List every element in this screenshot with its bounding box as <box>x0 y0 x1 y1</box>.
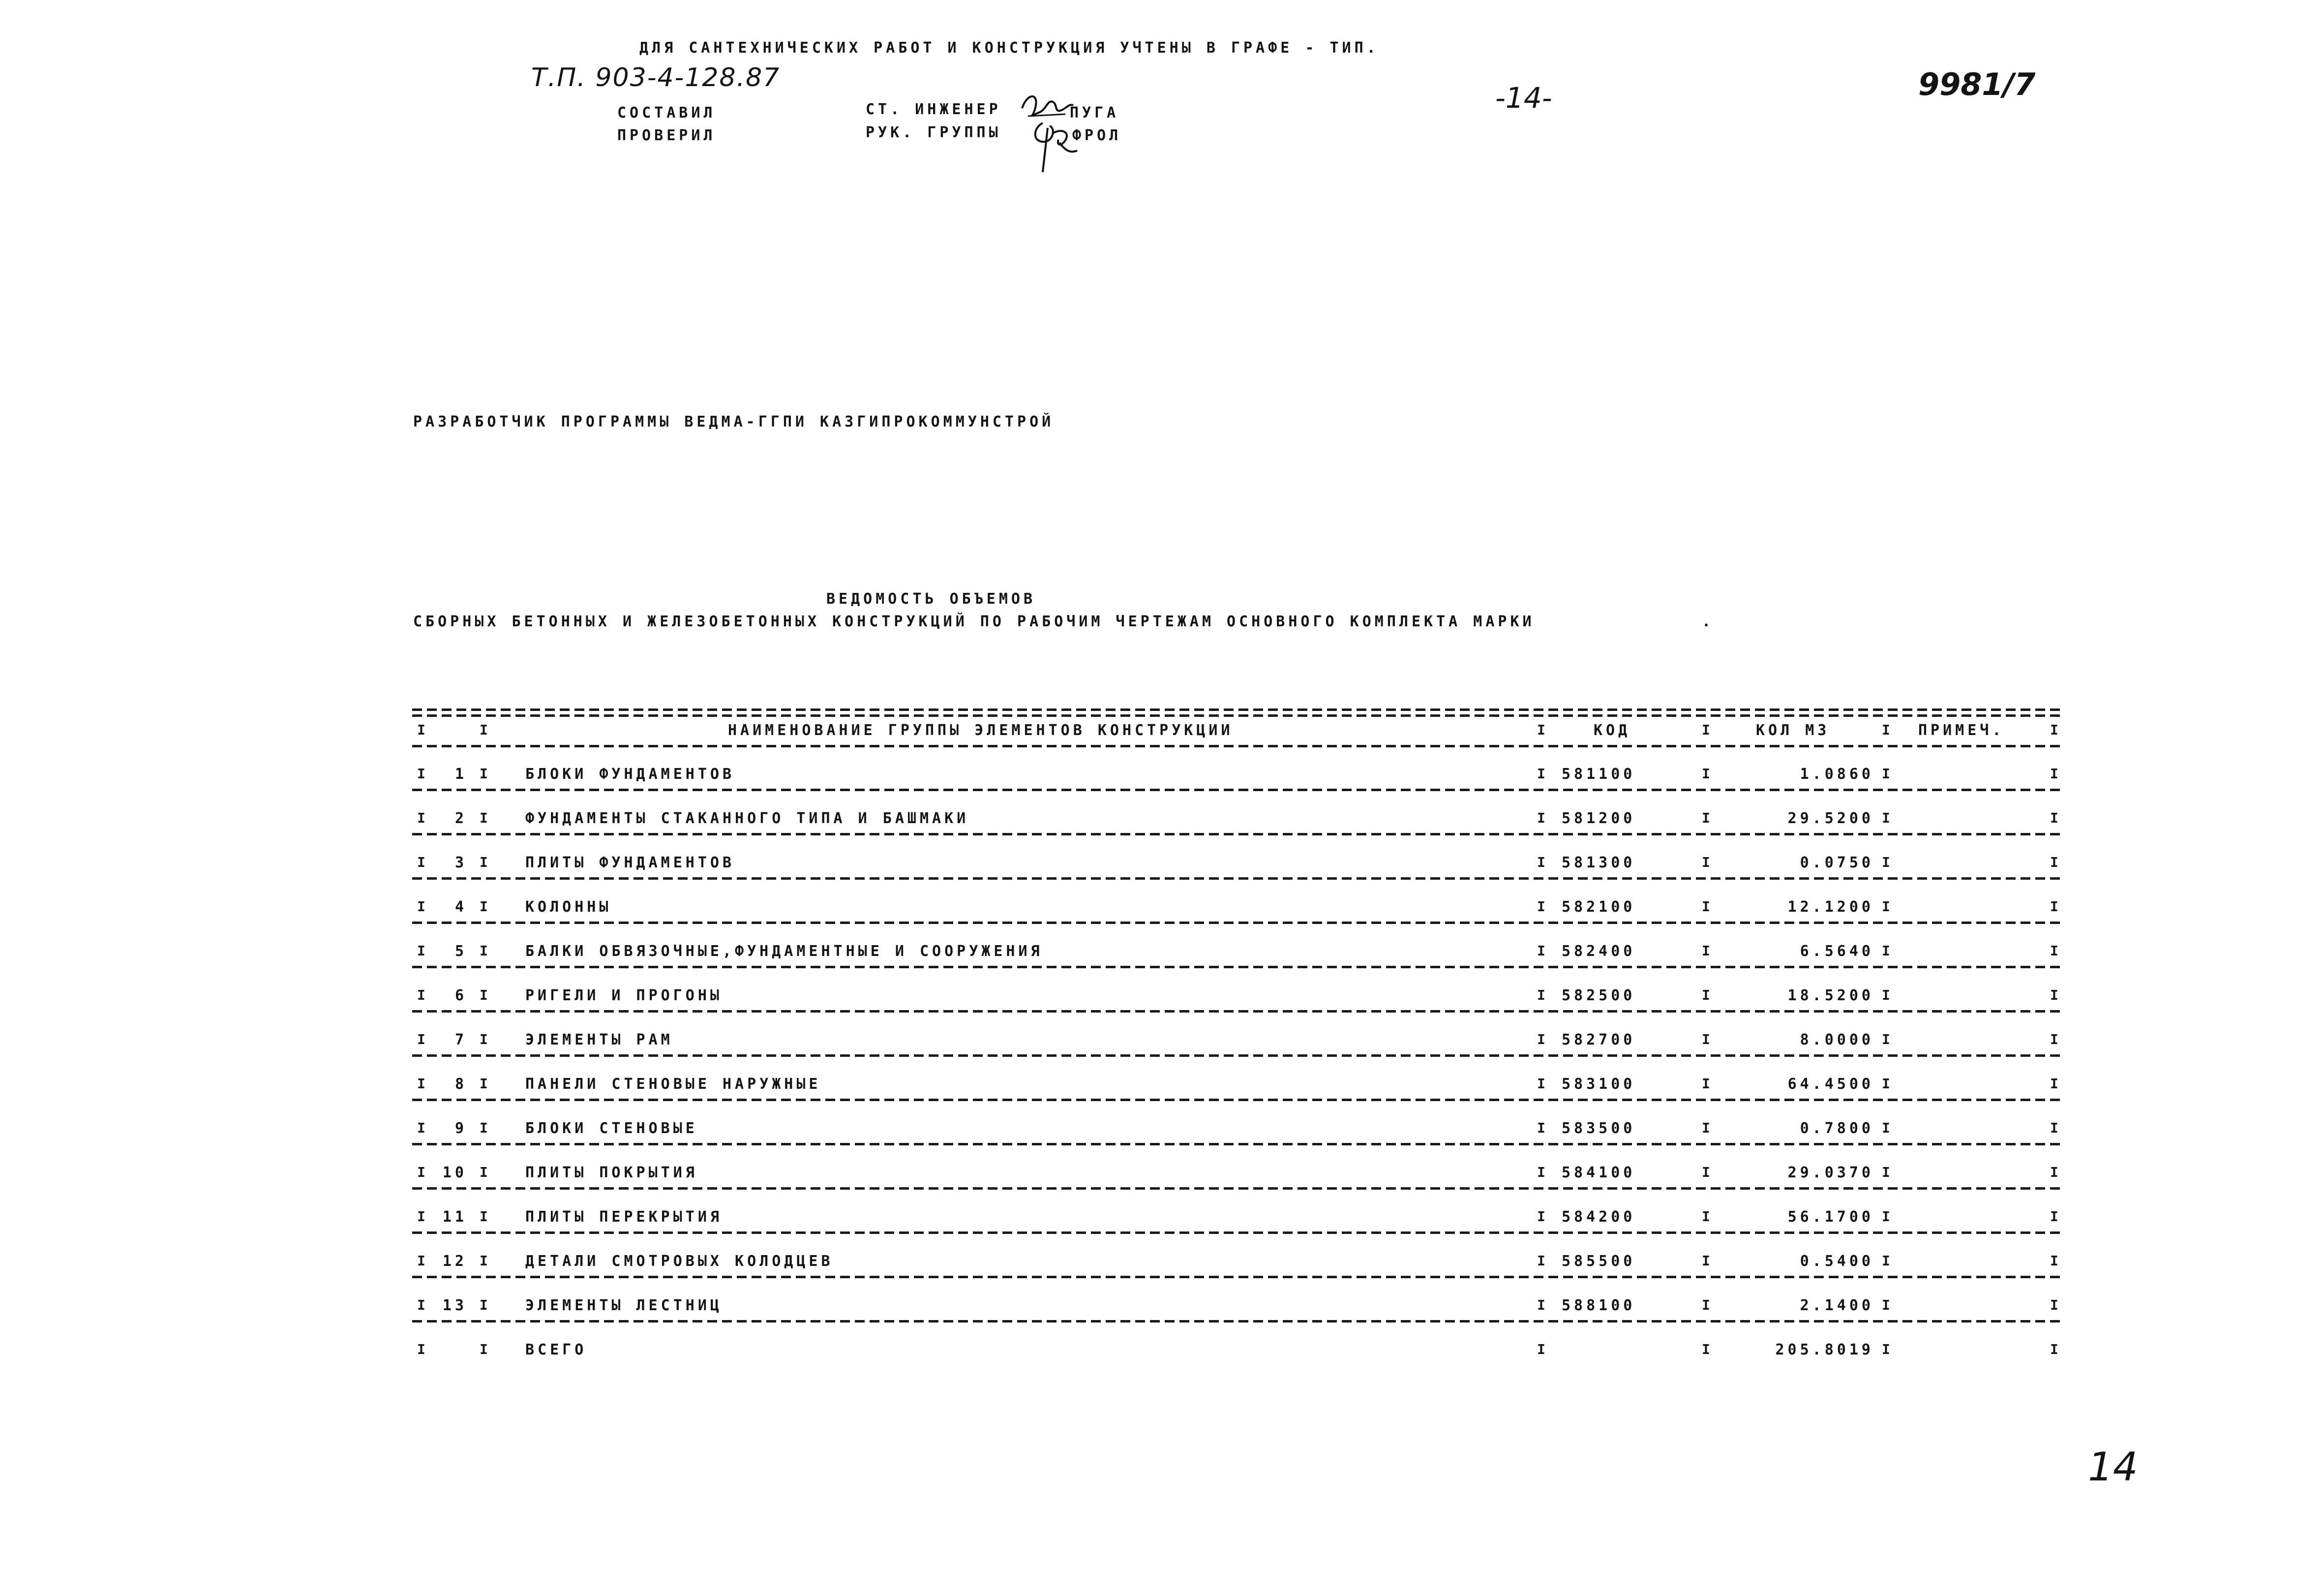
row-code: 583500 <box>1562 1120 1636 1137</box>
col-separator: I <box>417 987 429 1003</box>
table-border <box>412 708 2065 711</box>
row-name: БАЛКИ ОБВЯЗОЧНЫЕ,ФУНДАМЕНТНЫЕ И СООРУЖЕНИЯ <box>525 943 1043 960</box>
col-separator: I <box>1702 1120 1714 1136</box>
row-volume: 1.0860 <box>1800 766 1874 783</box>
row-number: 10 <box>442 1164 467 1181</box>
col-separator: I <box>1702 722 1714 738</box>
col-separator: I <box>480 1031 491 1047</box>
col-separator: I <box>417 810 429 826</box>
row-code: 581200 <box>1562 810 1636 827</box>
col-separator: I <box>1537 1031 1549 1047</box>
row-code: 585500 <box>1562 1253 1636 1270</box>
row-volume: 12.1200 <box>1787 898 1874 916</box>
row-volume: 2.1400 <box>1800 1297 1874 1314</box>
col-separator: I <box>1702 1341 1714 1357</box>
col-separator: I <box>1882 1341 1894 1357</box>
col-separator: I <box>417 1120 429 1136</box>
col-separator: I <box>2050 943 2062 959</box>
col-separator: I <box>1537 1297 1549 1313</box>
row-divider <box>412 745 2065 747</box>
row-number: 2 <box>454 810 467 827</box>
row-divider <box>412 1010 2065 1013</box>
row-code: 581300 <box>1562 854 1636 871</box>
row-name: ПЛИТЫ ПОКРЫТИЯ <box>525 1164 698 1181</box>
col-separator: I <box>2050 810 2062 826</box>
row-number: 1 <box>454 766 467 783</box>
row-volume: 29.5200 <box>1787 810 1874 827</box>
col-separator: I <box>2050 722 2062 738</box>
col-separator: I <box>1702 943 1714 959</box>
col-separator: I <box>1537 854 1549 870</box>
col-separator: I <box>480 810 491 826</box>
developer-line: РАЗРАБОТЧИК ПРОГРАММЫ ВЕДМА-ГГПИ КАЗГИПРОКОММУНСТРОЙ <box>413 413 1055 431</box>
col-separator: I <box>2050 1297 2062 1313</box>
col-separator: I <box>417 722 429 738</box>
row-number: 4 <box>454 898 467 916</box>
col-separator: I <box>1537 1164 1549 1180</box>
row-divider <box>412 1276 2065 1278</box>
col-separator: I <box>417 854 429 870</box>
row-number: 11 <box>442 1208 467 1226</box>
row-divider <box>412 877 2065 880</box>
header-code: КОД <box>1594 722 1631 739</box>
row-divider <box>412 833 2065 835</box>
document-code: Т.П. 903-4-128.87 <box>531 63 781 92</box>
col-separator: I <box>1882 1076 1894 1092</box>
row-code: 582700 <box>1562 1031 1636 1048</box>
row-divider <box>412 922 2065 924</box>
col-separator: I <box>1882 1164 1894 1180</box>
col-separator: I <box>1702 1297 1714 1313</box>
col-separator: I <box>1537 766 1549 782</box>
row-name: ДЕТАЛИ СМОТРОВЫХ КОЛОДЦЕВ <box>525 1253 834 1270</box>
checked-label: ПРОВЕРИЛ <box>617 127 716 144</box>
col-separator: I <box>1537 943 1549 959</box>
col-separator: I <box>1702 987 1714 1003</box>
col-separator: I <box>2050 1341 2062 1357</box>
row-volume: 18.5200 <box>1787 987 1874 1004</box>
checked-name: ФРОЛ <box>1072 127 1122 144</box>
col-separator: I <box>1702 1208 1714 1225</box>
col-separator: I <box>1882 722 1894 738</box>
row-code: 582400 <box>1562 943 1636 960</box>
row-number: 7 <box>454 1031 467 1048</box>
row-volume: 29.0370 <box>1787 1164 1874 1181</box>
row-code: 582500 <box>1562 987 1636 1004</box>
row-volume: 0.7800 <box>1800 1120 1874 1137</box>
table-border <box>412 714 2065 717</box>
subtitle-trailing-dot: . <box>1702 613 1715 630</box>
col-separator: I <box>480 1120 491 1136</box>
row-code: 588100 <box>1562 1297 1636 1314</box>
row-number: 3 <box>454 854 467 871</box>
col-separator: I <box>2050 854 2062 870</box>
col-separator: I <box>480 987 491 1003</box>
col-separator: I <box>1702 898 1714 915</box>
compiled-label: СОСТАВИЛ <box>617 104 716 122</box>
row-code: 584100 <box>1562 1164 1636 1181</box>
row-divider <box>412 1099 2065 1101</box>
col-separator: I <box>1537 722 1549 738</box>
row-divider <box>412 1231 2065 1234</box>
row-number: 9 <box>454 1120 467 1137</box>
col-separator: I <box>417 1208 429 1225</box>
row-name: ПЛИТЫ ПЕРЕКРЫТИЯ <box>525 1208 723 1226</box>
row-name: ВСЕГО <box>525 1341 587 1358</box>
col-separator: I <box>1537 1120 1549 1136</box>
page-number-top: -14- <box>1495 81 1552 115</box>
row-number: 8 <box>454 1076 467 1093</box>
row-divider <box>412 1187 2065 1190</box>
row-name: ФУНДАМЕНТЫ СТАКАННОГО ТИПА И БАШМАКИ <box>525 810 969 827</box>
row-name: БЛОКИ ФУНДАМЕНТОВ <box>525 766 735 783</box>
col-separator: I <box>417 943 429 959</box>
col-separator: I <box>1882 943 1894 959</box>
col-separator: I <box>417 1297 429 1313</box>
sheet-number: 9981/7 <box>1918 66 2036 102</box>
row-name: ЭЛЕМЕНТЫ ЛЕСТНИЦ <box>525 1297 723 1314</box>
col-separator: I <box>417 1253 429 1269</box>
col-separator: I <box>2050 1164 2062 1180</box>
col-separator: I <box>417 1076 429 1092</box>
col-separator: I <box>2050 987 2062 1003</box>
row-name: ПАНЕЛИ СТЕНОВЫЕ НАРУЖНЫЕ <box>525 1076 821 1093</box>
document-title: ВЕДОМОСТЬ ОБЪЕМОВ <box>826 590 1036 608</box>
col-separator: I <box>1537 987 1549 1003</box>
header-note-line: ДЛЯ САНТЕХНИЧЕСКИХ РАБОТ И КОНСТРУКЦИЯ УЧТЕНЫ В ГРАФЕ - ТИП. <box>639 39 1379 57</box>
checked-role: РУК. ГРУППЫ <box>866 124 1001 141</box>
row-code: 583100 <box>1562 1076 1636 1093</box>
col-separator: I <box>1537 1076 1549 1092</box>
row-code: 582100 <box>1562 898 1636 916</box>
col-separator: I <box>417 898 429 915</box>
col-separator: I <box>1702 766 1714 782</box>
col-separator: I <box>1702 1164 1714 1180</box>
col-separator: I <box>417 1164 429 1180</box>
col-separator: I <box>480 766 491 782</box>
col-separator: I <box>1537 898 1549 915</box>
row-volume: 64.4500 <box>1787 1076 1874 1093</box>
col-separator: I <box>1882 987 1894 1003</box>
row-name: ЭЛЕМЕНТЫ РАМ <box>525 1031 673 1048</box>
row-volume: 56.1700 <box>1787 1208 1874 1226</box>
row-number: 5 <box>454 943 467 960</box>
document-subtitle: СБОРНЫХ БЕТОННЫХ И ЖЕЛЕЗОБЕТОННЫХ КОНСТРУКЦИЙ ПО РАБОЧИМ ЧЕРТЕЖАМ ОСНОВНОГО КОМПЛЕКТА МАРКИ <box>413 613 1535 630</box>
header-note: ПРИМЕЧ. <box>1918 722 2005 739</box>
col-separator: I <box>480 1164 491 1180</box>
col-separator: I <box>1882 1031 1894 1047</box>
col-separator: I <box>480 722 491 738</box>
col-separator: I <box>1882 1120 1894 1136</box>
row-number: 6 <box>454 987 467 1004</box>
col-separator: I <box>1537 810 1549 826</box>
col-separator: I <box>1882 766 1894 782</box>
page-number-bottom: 14 <box>2088 1444 2138 1490</box>
col-separator: I <box>1702 1253 1714 1269</box>
row-name: ПЛИТЫ ФУНДАМЕНТОВ <box>525 854 735 871</box>
col-separator: I <box>480 1208 491 1225</box>
col-separator: I <box>1702 1076 1714 1092</box>
col-separator: I <box>1882 898 1894 915</box>
col-separator: I <box>417 1341 429 1357</box>
row-volume: 205.8019 <box>1775 1341 1874 1358</box>
col-separator: I <box>1537 1208 1549 1225</box>
col-separator: I <box>2050 1208 2062 1225</box>
row-code: 584200 <box>1562 1208 1636 1226</box>
col-separator: I <box>480 898 491 915</box>
col-separator: I <box>2050 898 2062 915</box>
col-separator: I <box>1882 854 1894 870</box>
row-volume: 0.5400 <box>1800 1253 1874 1270</box>
row-name: КОЛОННЫ <box>525 898 612 916</box>
col-separator: I <box>480 1076 491 1092</box>
compiled-name: ПУГА <box>1070 104 1119 122</box>
col-separator: I <box>417 1031 429 1047</box>
col-separator: I <box>1702 1031 1714 1047</box>
col-separator: I <box>2050 1031 2062 1047</box>
row-number: 12 <box>442 1253 467 1270</box>
col-separator: I <box>480 1297 491 1313</box>
row-divider <box>412 1320 2065 1323</box>
col-separator: I <box>2050 1253 2062 1269</box>
col-separator: I <box>1537 1253 1549 1269</box>
col-separator: I <box>1537 1341 1549 1357</box>
row-volume: 8.0000 <box>1800 1031 1874 1048</box>
col-separator: I <box>1882 1253 1894 1269</box>
row-name: БЛОКИ СТЕНОВЫЕ <box>525 1120 698 1137</box>
col-separator: I <box>2050 766 2062 782</box>
checked-signature <box>1028 118 1082 177</box>
col-separator: I <box>1702 854 1714 870</box>
col-separator: I <box>2050 1076 2062 1092</box>
row-divider <box>412 789 2065 791</box>
col-separator: I <box>480 943 491 959</box>
row-divider <box>412 1054 2065 1057</box>
col-separator: I <box>480 1341 491 1357</box>
row-divider <box>412 1143 2065 1145</box>
col-separator: I <box>2050 1120 2062 1136</box>
col-separator: I <box>1882 1208 1894 1225</box>
row-number: 13 <box>442 1297 467 1314</box>
col-separator: I <box>1702 810 1714 826</box>
col-separator: I <box>417 766 429 782</box>
header-volume: КОЛ М3 <box>1756 722 1830 739</box>
row-divider <box>412 966 2065 968</box>
col-separator: I <box>480 1253 491 1269</box>
col-separator: I <box>480 854 491 870</box>
col-separator: I <box>1882 1297 1894 1313</box>
col-separator: I <box>1882 810 1894 826</box>
row-volume: 0.0750 <box>1800 854 1874 871</box>
compiled-role: СТ. ИНЖЕНЕР <box>866 101 1001 118</box>
row-name: РИГЕЛИ И ПРОГОНЫ <box>525 987 723 1004</box>
row-volume: 6.5640 <box>1800 943 1874 960</box>
row-code: 581100 <box>1562 766 1636 783</box>
header-name: НАИМЕНОВАНИЕ ГРУППЫ ЭЛЕМЕНТОВ КОНСТРУКЦИИ <box>728 722 1234 739</box>
